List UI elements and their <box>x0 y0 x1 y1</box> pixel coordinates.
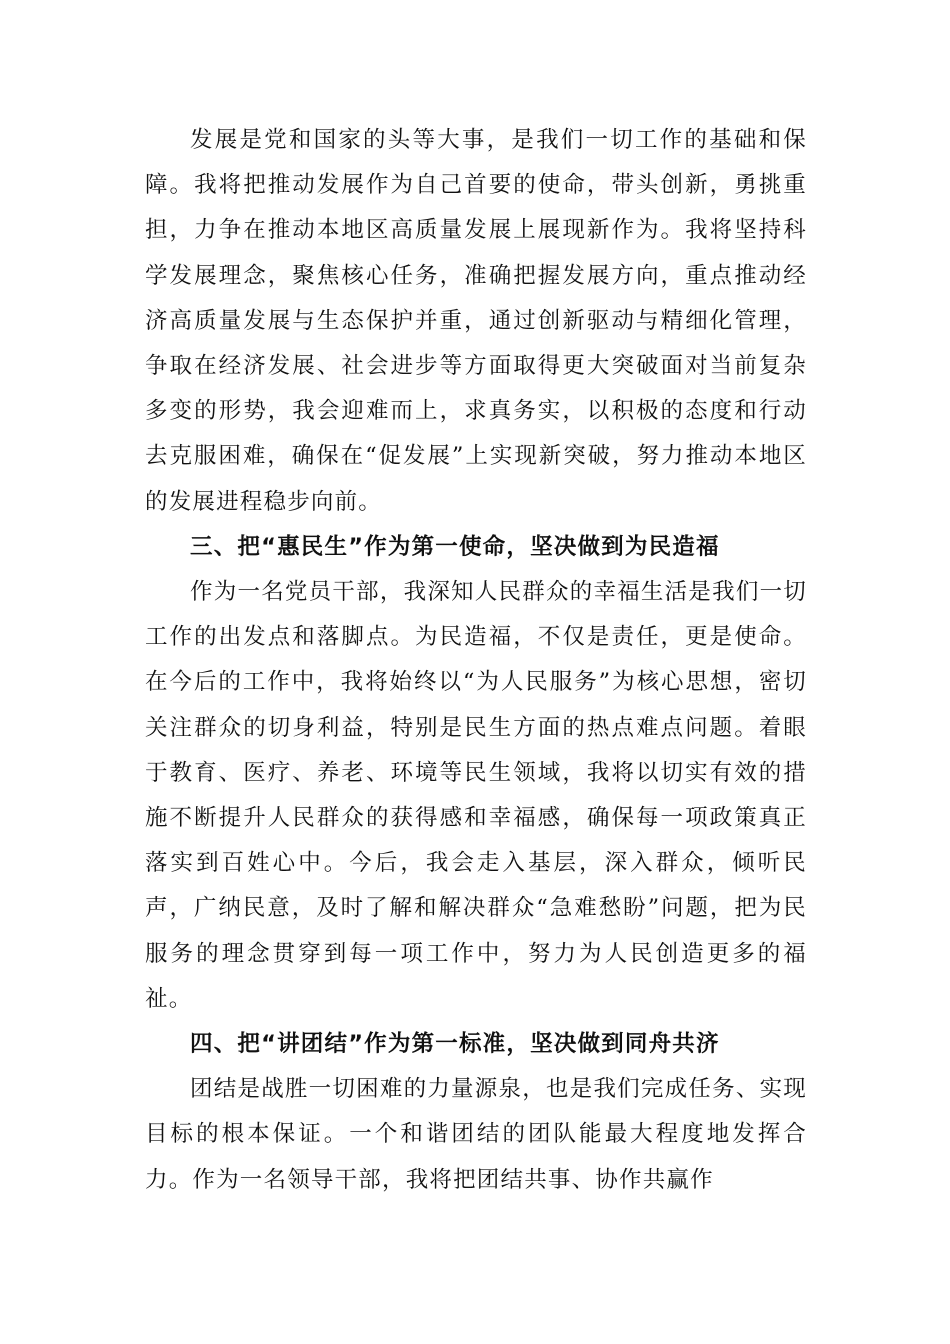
paragraph-people-livelihood: 作为一名党员干部，我深知人民群众的幸福生活是我们一切工作的出发点和落脚点。为民造福，不仅是责任，更是使命。在今后的工作中，我将始终以“为人民服务”为核心思想，密切关注群众的切身利益，特别是民生方面的热点难点问题。着眼于教育、医疗、养老、环境等民生领域，我将以切实有效的措施不断提升人民群众的获得感和幸福感，确保每一项政策真正落实到百姓心中。今后，我会走入基层，深入群众，倾听民声，广纳民意，及时了解和解决群众“急难愁盼”问题，把为民服务的理念贯穿到每一项工作中，努力为人民创造更多的福祉。 <box>145 579 807 1012</box>
section-heading-unity: 四、把“讲团结”作为第一标准，坚决做到同舟共济 <box>190 1031 720 1058</box>
section-heading-people-livelihood: 三、把“惠民生”作为第一使命，坚决做到为民造福 <box>190 533 720 560</box>
document-body <box>145 118 807 1203</box>
paragraph-development: 发展是党和国家的头等大事，是我们一切工作的基础和保障。我将把推动发展作为自己首要的使命，带头创新，勇挑重担，力争在推动本地区高质量发展上展现新作为。我将坚持科学发展理念，聚焦核心任务，准确把握发展方向，重点推动经济高质量发展与生态保护并重，通过创新驱动与精细化管理，争取在经济发展、社会进步等方面取得更大突破面对当前复杂多变的形势，我会迎难而上，求真务实，以积极的态度和行动去克服困难，确保在“促发展”上实现新突破，努力推动本地区的发展进程稳步向前。 <box>145 127 807 515</box>
paragraph-unity: 团结是战胜一切困难的力量源泉，也是我们完成任务、实现目标的根本保证。一个和谐团结的团队能最大程度地发挥合力。作为一名领导干部，我将把团结共事、协作共赢作 <box>145 1076 807 1193</box>
